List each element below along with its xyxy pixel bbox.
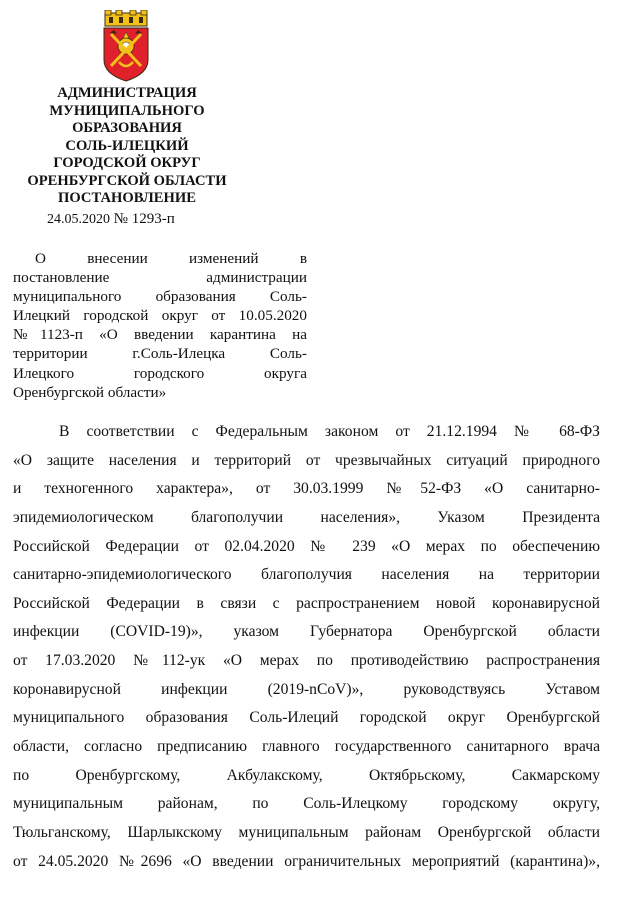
subject-line: №1123-п «О введении карантина на bbox=[13, 326, 307, 344]
document-subject bbox=[13, 249, 307, 402]
body-line: по Оренбургскому, Акбулакскому, Октябрьскому, Сакмарскому bbox=[13, 766, 600, 784]
subject-line: территории г.Соль-Илецка Соль- bbox=[13, 345, 307, 363]
body-line: муниципального образования Соль-Илеций городской округ Оренбургской bbox=[13, 709, 600, 727]
header-line: ГОРОДСКОЙ ОКРУГ bbox=[53, 155, 201, 171]
body-line: области, согласно предписанию главного государственного санитарного врача bbox=[13, 738, 600, 756]
body-line: инфекции (COVID-19)», указом Губернатора Оренбургской области bbox=[13, 623, 600, 641]
body-line: от 24.05.2020 №2696 «О введении ограничительных мероприятий (карантина)», bbox=[13, 852, 600, 870]
body-line: эпидемиологическом благополучии населения», Указом Президента bbox=[13, 508, 600, 526]
body-line: от 17.03.2020 №112-ук «О мерах по противодействию распространения bbox=[13, 652, 600, 670]
header-line: АДМИНИСТРАЦИЯ bbox=[57, 85, 197, 101]
document-date: 24.05.2020 bbox=[47, 212, 110, 227]
document-number: № 1293-п bbox=[113, 211, 175, 227]
body-line: Российской Федерации от 02.04.2020 № 239 «О мерах по обеспечению bbox=[13, 537, 600, 555]
document-date-number bbox=[47, 210, 175, 229]
header-line: ОРЕНБУРГСКОЙ ОБЛАСТИ bbox=[27, 172, 227, 189]
subject-line: муниципального образования Соль- bbox=[13, 288, 307, 306]
header-line: СОЛЬ-ИЛЕЦКИЙ bbox=[65, 137, 189, 154]
subject-line: Оренбургской области» bbox=[13, 383, 167, 401]
body-line: коронавирусной инфекции (2019-nCoV)», руководствуясь Уставом bbox=[13, 680, 600, 698]
subject-line: постановление администрации bbox=[13, 269, 307, 287]
body-line: В соответствии с Федеральным законом от 21.12.1994 № 68-ФЗ bbox=[59, 423, 600, 440]
organization-header bbox=[18, 85, 236, 208]
body-line: муниципальным районам, по Соль-Илецкому городскому округу, bbox=[13, 795, 600, 813]
document-type-title: ПОСТАНОВЛЕНИЕ bbox=[58, 190, 196, 206]
body-line: Российской Федерации в связи с распространением новой коронавирусной bbox=[13, 594, 600, 612]
body-line: «О защите населения и территорий от чрезвычайных ситуаций природного bbox=[13, 451, 600, 469]
body-line: Тюльганскому, Шарлыкскому муниципальным районам Оренбургской области bbox=[13, 823, 600, 841]
subject-line: Илецкий городской округ от 10.05.2020 bbox=[13, 307, 307, 325]
subject-line: Илецкого городского округа bbox=[13, 364, 307, 382]
header-line: ОБРАЗОВАНИЯ bbox=[72, 120, 182, 136]
body-line: и техногенного характера», от 30.03.1999 №52-ФЗ «О санитарно- bbox=[13, 480, 600, 498]
coat-of-arms-icon bbox=[101, 10, 151, 82]
header-line: МУНИЦИПАЛЬНОГО bbox=[49, 102, 205, 119]
subject-line: О внесении изменений в bbox=[35, 250, 307, 267]
document-body bbox=[13, 418, 600, 876]
body-line: санитарно-эпидемиологического благополучия населения на территории bbox=[13, 566, 600, 584]
